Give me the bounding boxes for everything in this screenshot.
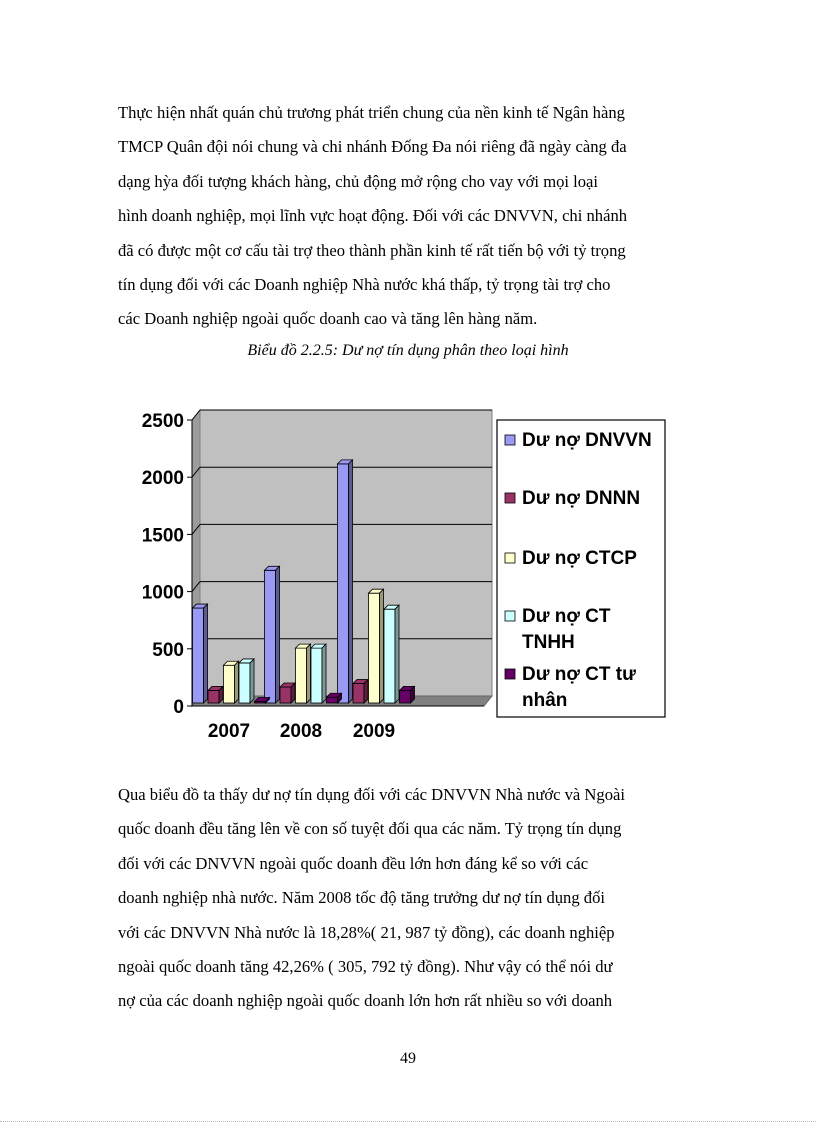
analysis-paragraph [118, 778, 708, 1019]
chart-caption: Biểu đồ 2.2.5: Dư nợ tín dụng phân theo loại hình [247, 342, 569, 359]
text-line: dạng hỳa đối tượng khách hàng, chủ động mở rộng cho vay với mọi loại [118, 171, 599, 191]
bar [265, 570, 276, 703]
bar-side [349, 460, 353, 703]
legend-label: Dư nợ CTCP [522, 548, 637, 569]
bar-side [235, 661, 239, 703]
bar [338, 464, 349, 703]
text-line: đối với các DNVVN ngoài quốc doanh đều lớn hơn đáng kể so với các [118, 853, 589, 873]
bar-side [364, 680, 368, 703]
legend-swatch [505, 493, 515, 503]
legend-label: Dư nợ DNNN [522, 488, 641, 509]
bar [224, 665, 235, 703]
bar [208, 690, 219, 703]
legend-label: Dư nợ CT [522, 606, 611, 627]
legend-label: Dư nợ CT tư [522, 664, 636, 685]
legend-label: nhân [522, 690, 568, 711]
text-line: ngoài quốc doanh tăng 42,26% ( 305, 792 tỷ đồng). Như vậy có thể nói dư [118, 957, 613, 977]
bar [280, 687, 291, 703]
text-line: hình doanh nghiệp, mọi lĩnh vực hoạt động. Đối với các DNVVN, chi nhánh [118, 206, 628, 226]
bar [384, 609, 395, 703]
x-category-label: 2007 [207, 721, 251, 742]
text-line: Qua biểu đồ ta thấy dư nợ tín dụng đối với các DNVVN Nhà nước và Ngoài [118, 785, 625, 804]
text-line: TMCP Quân đội nói chung và chi nhánh Đống Đa nói riêng đã ngày càng đa [118, 137, 627, 157]
bar-side [380, 589, 384, 703]
legend-label: TNHH [522, 632, 575, 653]
text-line: quốc doanh đều tăng lên về con số tuyệt đối qua các năm. Tỷ trọng tín dụng [118, 819, 622, 839]
text-line: tín dụng đối với các Doanh nghiệp Nhà nước khá thấp, tỷ trọng tài trợ cho [118, 275, 611, 295]
bar-side [307, 644, 311, 703]
legend-swatch [505, 435, 515, 445]
text-line: đã có được một cơ cấu tài trợ theo thành phần kinh tế rất tiến bộ với tỷ trọng [118, 240, 626, 260]
x-category-label: 2009 [352, 721, 396, 742]
x-category-label: 2008 [279, 721, 323, 742]
page-number: 49 [400, 1050, 416, 1067]
bar [193, 608, 204, 703]
bar [311, 648, 322, 703]
y-tick-label: 1500 [141, 525, 184, 547]
legend-swatch [505, 669, 515, 679]
page-bottom-rule [0, 1121, 816, 1122]
bar [353, 684, 364, 703]
y-tick-label: 2000 [141, 468, 184, 490]
legend-label: Dư nợ DNVVN [522, 430, 652, 451]
bar-side [395, 605, 399, 703]
bar [400, 690, 411, 703]
bar-side [322, 644, 326, 703]
y-tick-label: 0 [173, 697, 184, 718]
bar [296, 648, 307, 703]
y-tick-label: 2500 [141, 411, 184, 432]
legend-swatch [505, 553, 515, 563]
bar [369, 593, 380, 703]
text-line: các Doanh nghiệp ngoài quốc doanh cao và tăng lên hàng năm. [118, 309, 538, 329]
legend-swatch [505, 611, 515, 621]
bar-side [250, 659, 254, 703]
y-tick-label: 500 [152, 639, 184, 661]
text-line: doanh nghiệp nhà nước. Năm 2008 tốc độ tăng trưởng dư nợ tín dụng đối [118, 888, 605, 908]
text-line: nợ của các doanh nghiệp ngoài quốc doanh lớn hơn rất nhiều so với doanh [118, 991, 613, 1011]
bar-side [276, 566, 280, 703]
y-tick-label: 1000 [141, 582, 184, 604]
bar [239, 663, 250, 703]
bar [327, 697, 338, 703]
text-line: với các DNVVN Nhà nước là 18,28%( 21, 987 tỷ đồng), các doanh nghiệp [118, 922, 615, 942]
bar-side [291, 683, 295, 703]
bar-side [204, 604, 208, 703]
text-line: Thực hiện nhất quán chủ trương phát triển chung của nền kinh tế Ngân hàng [118, 103, 625, 122]
